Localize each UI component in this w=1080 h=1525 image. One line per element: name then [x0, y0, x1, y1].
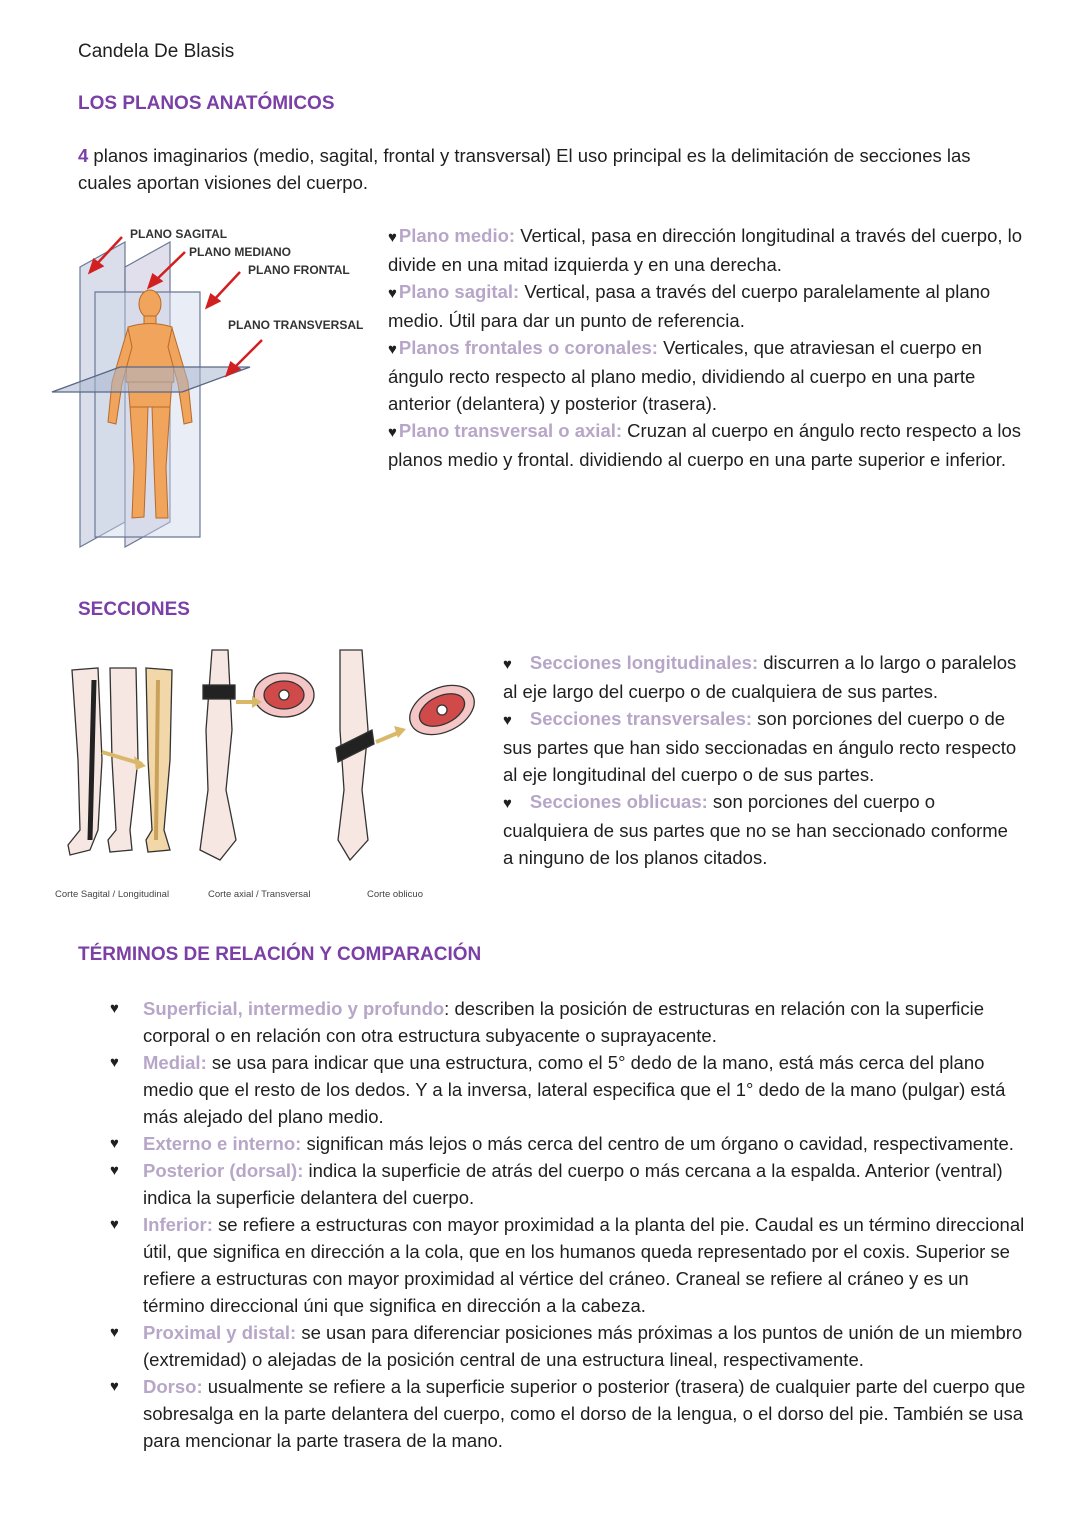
longitudinal-cut-illustration	[68, 668, 172, 855]
plane-item: ♥ Planos frontales o coronales: Verticales, que atraviesan el cuerpo en ángulo recto respecto al plano medio, dividiendo al cuerpo en una parte anterior (delantera) y posterior (trasera).	[388, 337, 982, 414]
plane-item: ♥ Plano transversal o axial: Cruzan al cuerpo en ángulo recto respecto a los planos medio y frontal. dividiendo al cuerpo en una parte superior e inferior.	[388, 420, 1022, 470]
heart-icon: ♥	[110, 1324, 119, 1341]
heart-icon: ♥	[503, 656, 512, 673]
caption-corte-sagital: Corte Sagital / Longitudinal	[55, 889, 170, 900]
anatomical-planes-figure	[50, 222, 370, 557]
plane-item: ♥ Plano sagital: Vertical, pasa a través del cuerpo paralelamente al plano medio. Útil para dar un punto de referencia.	[388, 281, 991, 331]
sections-description	[503, 649, 1023, 871]
heart-icon: ♥	[110, 1378, 119, 1395]
planes-description	[388, 222, 1028, 473]
section-item: ♥ Secciones oblicuas: son porciones del cuerpo o cualquiera de sus partes que no se han seccionado conforme a ninguno de los planos citados.	[503, 791, 1008, 868]
section-title-secciones: SECCIONES	[78, 599, 190, 620]
heart-icon: ♥	[110, 1162, 119, 1179]
author-name: Candela De Blasis	[78, 41, 235, 62]
section-title-planos: LOS PLANOS ANATÓMICOS	[78, 93, 335, 114]
label-plano-transversal: PLANO TRANSVERSAL	[228, 318, 364, 332]
list-item: ♥ Superficial, intermedio y profundo: describen la posición de estructuras en relación con la superficie corporal o en relación con otra estructura subyacente o suprayacente.	[110, 995, 1030, 1049]
list-item: ♥ Medial: se usa para indicar que una estructura, como el 5° dedo de la mano, está más cerca del plano medio que el resto de los dedos. Y a la inversa, lateral especifica que el 1° dedo de la mano (pulgar) está más alejado del plano medio.	[110, 1049, 1030, 1130]
heart-icon: ♥	[110, 1135, 119, 1152]
label-plano-frontal: PLANO FRONTAL	[248, 263, 350, 277]
list-item: ♥ Inferior: se refiere a estructuras con mayor proximidad a la planta del pie. Caudal es un término direccional útil, que significa en dirección a la cola, que en los humanos queda representado por el coxis. Superior se refiere a estructuras con mayor proximidad al vértice del cráneo. Craneal se refiere al cráneo y es un término direccional úni que significa en dirección a la cabeza.	[110, 1211, 1030, 1319]
heart-icon: ♥	[388, 285, 397, 302]
heart-icon: ♥	[110, 1000, 119, 1017]
section-item: ♥ Secciones longitudinales: discurren a lo largo o paralelos al eje largo del cuerpo o de cualquiera de sus partes.	[503, 652, 1017, 702]
heart-icon: ♥	[503, 795, 512, 812]
list-item: ♥ Dorso: usualmente se refiere a la superficie superior o posterior (trasera) de cualquier parte del cuerpo que sobresalga en la parte delantera del cuerpo, como el dorso de la lengua, o el dorso del pie. También se usa para mencionar la parte trasera de la mano.	[110, 1373, 1030, 1454]
sections-figure	[50, 640, 490, 910]
intro-paragraph	[78, 142, 1028, 196]
heart-icon: ♥	[388, 341, 397, 358]
label-plano-sagital: PLANO SAGITAL	[130, 227, 228, 241]
label-plano-mediano: PLANO MEDIANO	[189, 245, 291, 259]
list-item: ♥ Externo e interno: significan más lejos o más cerca del centro de um órgano o cavidad, respectivamente.	[110, 1130, 1030, 1157]
heart-icon: ♥	[388, 424, 397, 441]
heart-icon: ♥	[110, 1216, 119, 1233]
caption-corte-axial: Corte axial / Transversal	[208, 889, 311, 900]
list-item: ♥ Proximal y distal: se usan para diferenciar posiciones más próximas a los puntos de unión de un miembro (extremidad) o alejadas de la posición central de una estructura lineal, respectivamente.	[110, 1319, 1030, 1373]
caption-corte-oblicuo: Corte oblicuo	[367, 889, 423, 900]
heart-icon: ♥	[388, 229, 397, 246]
intro-number: 4	[78, 145, 89, 166]
section-title-terminos: TÉRMINOS DE RELACIÓN Y COMPARACIÓN	[78, 944, 482, 965]
heart-icon: ♥	[503, 712, 512, 729]
section-item: ♥ Secciones transversales: son porciones del cuerpo o de sus partes que han sido seccionadas en ángulo recto respecto al eje longitudinal del cuerpo o de sus partes.	[503, 708, 1017, 785]
terms-list	[110, 995, 1030, 1454]
list-item: ♥ Posterior (dorsal): indica la superficie de atrás del cuerpo o más cercana a la espalda. Anterior (ventral) indica la superficie delantera del cuerpo.	[110, 1157, 1030, 1211]
heart-icon: ♥	[110, 1054, 119, 1071]
intro-text: planos imaginarios (medio, sagital, frontal y transversal) El uso principal es la delimitación de secciones las cuales aportan visiones del cuerpo.	[78, 145, 971, 193]
plane-item: ♥ Plano medio: Vertical, pasa en dirección longitudinal a través del cuerpo, lo divide en una mitad izquierda y en una derecha.	[388, 225, 1023, 275]
